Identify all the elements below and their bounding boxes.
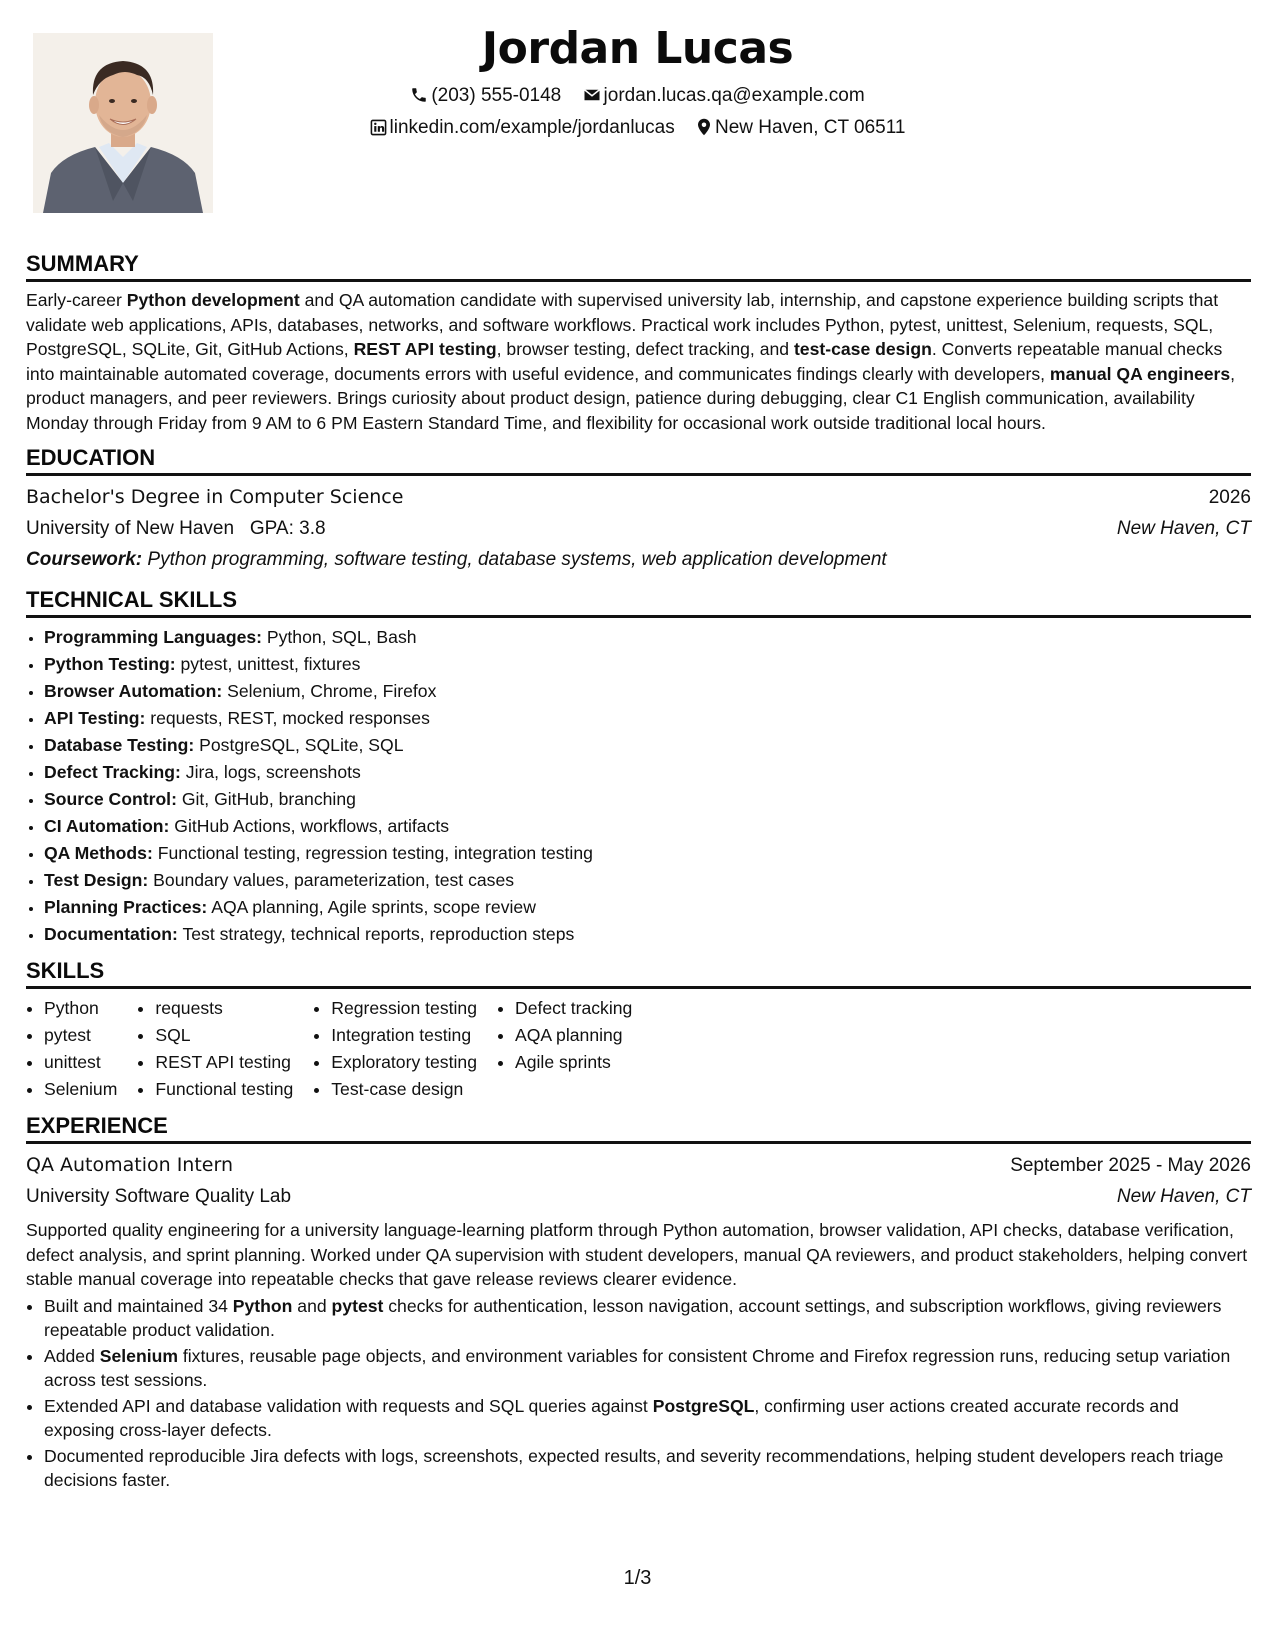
technical-skill-value: GitHub Actions, workflows, artifacts [169, 816, 450, 836]
skills-column [497, 995, 632, 1103]
technical-skill-label: Browser Automation: [44, 681, 223, 701]
linkedin-icon [370, 119, 387, 136]
coursework-label: Coursework: [26, 549, 143, 570]
text-run: , browser testing, defect tracking, and [496, 339, 794, 359]
skill-item: • SQL [155, 1022, 293, 1049]
technical-skill-label: Defect Tracking: [44, 762, 181, 782]
linkedin-text: linkedin.com/example/jordanlucas [389, 117, 675, 138]
job-location: New Haven, CT [1116, 1186, 1251, 1207]
job-description: Supported quality engineering for a university language-learning platform through Python automation, browser validation, API checks, database verification, defect analysis, and sprint planning. Worked under QA supervision with student developers, manual QA reviewers, and product stakeholders, helping convert stable manual coverage into repeatable checks that gave release reviews clearer evidence. [26, 1220, 1248, 1289]
skill-item: • unittest [44, 1049, 117, 1076]
skill-item: • Python [44, 995, 117, 1022]
job-dates: September 2025 - May 2026 [1010, 1155, 1251, 1176]
technical-skill-label: API Testing: [44, 708, 146, 728]
technical-skill-item [44, 840, 1251, 867]
emphasis-text: Python development [126, 290, 300, 310]
emphasis-text: manual QA engineers [1049, 363, 1231, 384]
technical-skill-item [44, 813, 1251, 840]
technical-skill-label: Test Design: [44, 870, 149, 890]
technical-skill-label: Planning Practices: [44, 897, 208, 917]
technical-skill-item [44, 894, 1251, 921]
map-pin-icon [696, 118, 712, 136]
technical-skill-value: pytest, unittest, fixtures [175, 654, 361, 674]
technical-skill-value: Python, SQL, Bash [262, 627, 417, 647]
technical-skill-label: Documentation: [44, 924, 178, 944]
email-item[interactable] [583, 80, 865, 112]
location-item [696, 112, 905, 144]
technical-skill-item [44, 624, 1251, 651]
text-run: Early-career [26, 290, 127, 310]
experience-entry [26, 1150, 1251, 1493]
text-run: Documented reproducible Jira defects with logs, screenshots, expected results, and severity recommendations, helping student developers reach triage decisions faster. [44, 1445, 1224, 1490]
text-run: Extended API and database validation with requests and SQL queries against [44, 1395, 653, 1416]
technical-skill-value: Git, GitHub, branching [176, 789, 356, 809]
candidate-name: Jordan Lucas [481, 23, 794, 74]
skill-item: • pytest [44, 1022, 117, 1049]
skill-item: • Selenium [44, 1076, 117, 1103]
text-run: and QA automation candidate with supervised university lab, internship, and capstone experience building scripts that validate web applications, APIs, databases, networks, and software workflows. Practical work includes Python, pytest, unittest, Selenium, requests, SQL, PostgreSQL, SQLite, Git, GitHub Actions, [26, 290, 1219, 359]
technical-skill-item [44, 705, 1251, 732]
technical-skill-value: AQA planning, Agile sprints, scope review [207, 897, 536, 917]
text-run: Built and maintained 34 [44, 1295, 233, 1316]
technical-skill-item [44, 867, 1251, 894]
section-title-experience: EXPERIENCE [26, 1111, 1251, 1144]
graduation-year: 2026 [1208, 487, 1251, 508]
email-text: jordan.lucas.qa@example.com [603, 85, 865, 106]
text-run: Added [44, 1345, 100, 1366]
technical-skill-label: Programming Languages: [44, 627, 262, 647]
emphasis-text: REST API testing [353, 339, 497, 359]
emphasis-text: PostgreSQL [652, 1395, 755, 1416]
school-line [26, 513, 326, 544]
phone-icon [410, 86, 428, 104]
skill-item: • REST API testing [155, 1049, 293, 1076]
phone-item [410, 80, 561, 112]
technical-skill-value: Test strategy, technical reports, reproduction steps [177, 924, 575, 944]
skills-column [313, 995, 477, 1103]
technical-skill-item [44, 732, 1251, 759]
summary-paragraph [26, 288, 1251, 435]
technical-skill-value: Functional testing, regression testing, integration testing [152, 843, 593, 863]
technical-skill-value: Selenium, Chrome, Firefox [222, 681, 437, 701]
job-bullet [44, 1394, 1251, 1443]
job-bullets [26, 1294, 1251, 1493]
skill-item: • Integration testing [331, 1022, 477, 1049]
technical-skill-label: CI Automation: [44, 816, 170, 836]
emphasis-text: pytest [331, 1295, 384, 1316]
technical-skill-item [44, 786, 1251, 813]
job-bullet [44, 1294, 1251, 1343]
location-text: New Haven, CT 06511 [714, 117, 906, 138]
technical-skill-label: QA Methods: [44, 843, 153, 863]
education-entry [26, 482, 1251, 575]
skill-item: • AQA planning [515, 1022, 632, 1049]
technical-skill-value: PostgreSQL, SQLite, SQL [194, 735, 404, 755]
school-location: New Haven, CT [1116, 518, 1251, 539]
resume-body [26, 243, 1251, 1494]
skill-item: • Agile sprints [515, 1049, 632, 1076]
skills-grid [26, 995, 1251, 1103]
envelope-icon [583, 86, 601, 104]
experience-list [26, 1150, 1251, 1493]
skills-column [137, 995, 293, 1103]
contact-line-1 [0, 80, 1275, 112]
technical-skill-item [44, 759, 1251, 786]
technical-skill-label: Database Testing: [44, 735, 195, 755]
coursework-text: Python programming, software testing, database systems, web application development [147, 549, 887, 570]
text-run: and [292, 1295, 332, 1316]
job-title: QA Automation Intern [26, 1154, 233, 1176]
technical-skill-label: Source Control: [44, 789, 177, 809]
section-title-technical-skills: TECHNICAL SKILLS [26, 585, 1251, 618]
skill-item: • Functional testing [155, 1076, 293, 1103]
technical-skill-item [44, 651, 1251, 678]
degree-title: Bachelor's Degree in Computer Science [26, 486, 404, 508]
text-run: . Converts repeatable manual checks into maintainable automated coverage, documents errors with useful evidence, and communicates findings clearly with developers, [26, 339, 1223, 384]
phone-text: (203) 555-0148 [431, 85, 562, 106]
skill-item: • Regression testing [331, 995, 477, 1022]
gpa: GPA: 3.8 [249, 518, 326, 539]
skill-item: • Defect tracking [515, 995, 632, 1022]
text-run: , confirming user actions created accurate records and exposing cross-layer defects. [44, 1395, 1179, 1440]
coursework-line [26, 544, 1251, 575]
section-title-skills: SKILLS [26, 956, 1251, 989]
section-title-summary: SUMMARY [26, 249, 1251, 282]
school-name: University of New Haven [26, 518, 235, 539]
technical-skill-label: Python Testing: [44, 654, 176, 674]
skill-item: • Test-case design [331, 1076, 477, 1103]
skill-item: • requests [155, 995, 293, 1022]
technical-skill-value: Boundary values, parameterization, test cases [148, 870, 515, 890]
technical-skill-item [44, 921, 1251, 948]
skill-item: • Exploratory testing [331, 1049, 477, 1076]
text-run: , product managers, and peer reviewers. Brings curiosity about product design, patience during debugging, clear C1 English communication, availability Monday through Friday from 9 AM to 6 PM Eastern Standard Time, and flexibility for occasional work outside traditional local hours. [26, 363, 1236, 433]
skills-column [26, 995, 117, 1103]
contact-line-2 [0, 112, 1275, 144]
job-organization: University Software Quality Lab [26, 1186, 292, 1207]
resume-header [0, 18, 1275, 144]
emphasis-text: Selenium [99, 1345, 178, 1366]
linkedin-item[interactable] [370, 112, 675, 144]
emphasis-text: test-case design [793, 339, 932, 359]
text-run: fixtures, reusable page objects, and environment variables for consistent Chrome and Firefox regression runs, reducing setup variation across test sessions. [44, 1345, 1231, 1390]
technical-skills-list [26, 624, 1251, 948]
technical-skill-item [44, 678, 1251, 705]
page-number: 1/3 [623, 1567, 652, 1589]
section-title-education: EDUCATION [26, 443, 1251, 476]
text-run: checks for authentication, lesson navigation, account settings, and subscription workflows, giving reviewers repeatable product validation. [44, 1295, 1222, 1340]
technical-skill-value: Jira, logs, screenshots [180, 762, 361, 782]
technical-skill-value: requests, REST, mocked responses [145, 708, 430, 728]
job-bullet [44, 1344, 1251, 1393]
emphasis-text: Python [232, 1295, 293, 1316]
job-bullet [44, 1444, 1251, 1493]
